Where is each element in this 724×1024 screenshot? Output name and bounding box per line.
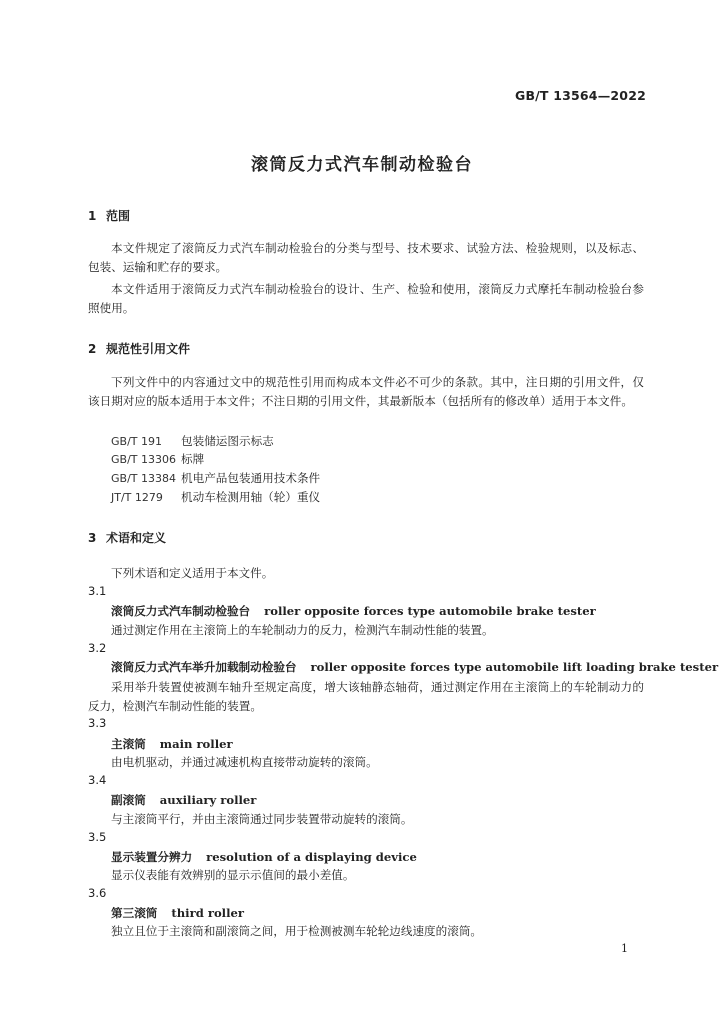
- reference-code: GB/T 13384: [111, 472, 176, 485]
- reference-title: 包装储运图示标志: [181, 434, 274, 448]
- term-en: auxiliary roller: [159, 793, 257, 807]
- term-definition: 独立且位于主滚筒和副滚筒之间，用于检测被测车轮轮边线速度的滚筒。: [111, 924, 483, 938]
- section-title: 规范性引用文件: [106, 342, 191, 356]
- term-en: third roller: [171, 906, 244, 920]
- term-number: 3.3: [88, 716, 107, 730]
- section-title: 范围: [106, 209, 131, 223]
- term-heading: [111, 736, 233, 752]
- term-en: resolution of a displaying device: [206, 850, 417, 864]
- term-definition: 与主滚筒平行，并由主滚筒通过同步装置带动旋转的滚筒。: [111, 812, 413, 826]
- reference-title: 机电产品包装通用技术条件: [181, 471, 321, 485]
- section-number: 2: [88, 342, 97, 356]
- term-definition: 采用举升装置使被测车轴升至规定高度，增大该轴静态轴荷，通过测定作用在主滚筒上的车轮制动力的反力，检测汽车制动性能的装置。: [88, 680, 644, 713]
- page-number: 1: [621, 942, 628, 955]
- section-heading-scope: [88, 207, 130, 224]
- term-definition: 由电机驱动，并通过减速机构直接带动旋转的滚筒。: [111, 755, 378, 769]
- reference-title: 机动车检测用轴（轮）重仪: [181, 490, 321, 504]
- term-definition: 显示仪表能有效辨别的显示示值间的最小差值。: [111, 868, 355, 882]
- reference-code: GB/T 13306: [111, 453, 176, 466]
- reference-item: [111, 488, 320, 507]
- term-heading: [111, 792, 256, 808]
- reference-code: JT/T 1279: [111, 491, 163, 504]
- scope-paragraph: 本文件适用于滚筒反力式汽车制动检验台的设计、生产、检验和使用，滚筒反力式摩托车制动检验台参照使用。: [88, 282, 644, 315]
- reference-item: [111, 450, 204, 469]
- term-number: 3.1: [88, 584, 107, 598]
- term-zh: 第三滚筒: [111, 906, 158, 920]
- term-en: main roller: [159, 737, 233, 751]
- scope-paragraph: 本文件规定了滚筒反力式汽车制动检验台的分类与型号、技术要求、试验方法、检验规则，以及标志、包装、运输和贮存的要求。: [88, 241, 644, 274]
- term-zh: 主滚筒: [111, 737, 146, 751]
- term-number: 3.5: [88, 830, 107, 844]
- term-heading: [111, 905, 244, 921]
- section-number: 3: [88, 531, 97, 545]
- term-en: roller opposite forces type automobile lift loading brake tester: [310, 660, 719, 674]
- terms-intro-paragraph: 下列术语和定义适用于本文件。: [111, 566, 274, 580]
- term-zh: 显示装置分辨力: [111, 850, 193, 864]
- document-title: 滚筒反力式汽车制动检验台: [251, 155, 473, 175]
- section-title: 术语和定义: [106, 531, 167, 545]
- term-number: 3.6: [88, 886, 107, 900]
- term-zh: 滚筒反力式汽车举升加载制动检验台: [111, 660, 297, 674]
- references-paragraph: 下列文件中的内容通过文中的规范性引用而构成本文件必不可少的条款。其中，注日期的引用文件，仅该日期对应的版本适用于本文件；不注日期的引用文件，其最新版本（包括所有的修改单）适用于本文件。: [88, 375, 644, 408]
- section-heading-normative-references: [88, 340, 190, 357]
- term-zh: 副滚筒: [111, 793, 146, 807]
- reference-item: [111, 469, 320, 488]
- reference-title: 标牌: [181, 452, 205, 466]
- term-number: 3.4: [88, 773, 107, 787]
- reference-code: GB/T 191: [111, 435, 162, 448]
- reference-item: [111, 432, 274, 451]
- term-en: roller opposite forces type automobile brake tester: [264, 604, 596, 618]
- standard-code: GB/T 13564—2022: [514, 88, 646, 103]
- term-zh: 滚筒反力式汽车制动检验台: [111, 604, 251, 618]
- term-heading: [111, 603, 596, 619]
- term-heading: [111, 849, 417, 865]
- term-number: 3.2: [88, 641, 107, 655]
- section-heading-terms: [88, 529, 166, 546]
- term-heading: [111, 659, 718, 675]
- section-number: 1: [88, 209, 97, 223]
- term-definition: 通过测定作用在主滚筒上的车轮制动力的反力，检测汽车制动性能的装置。: [111, 623, 494, 637]
